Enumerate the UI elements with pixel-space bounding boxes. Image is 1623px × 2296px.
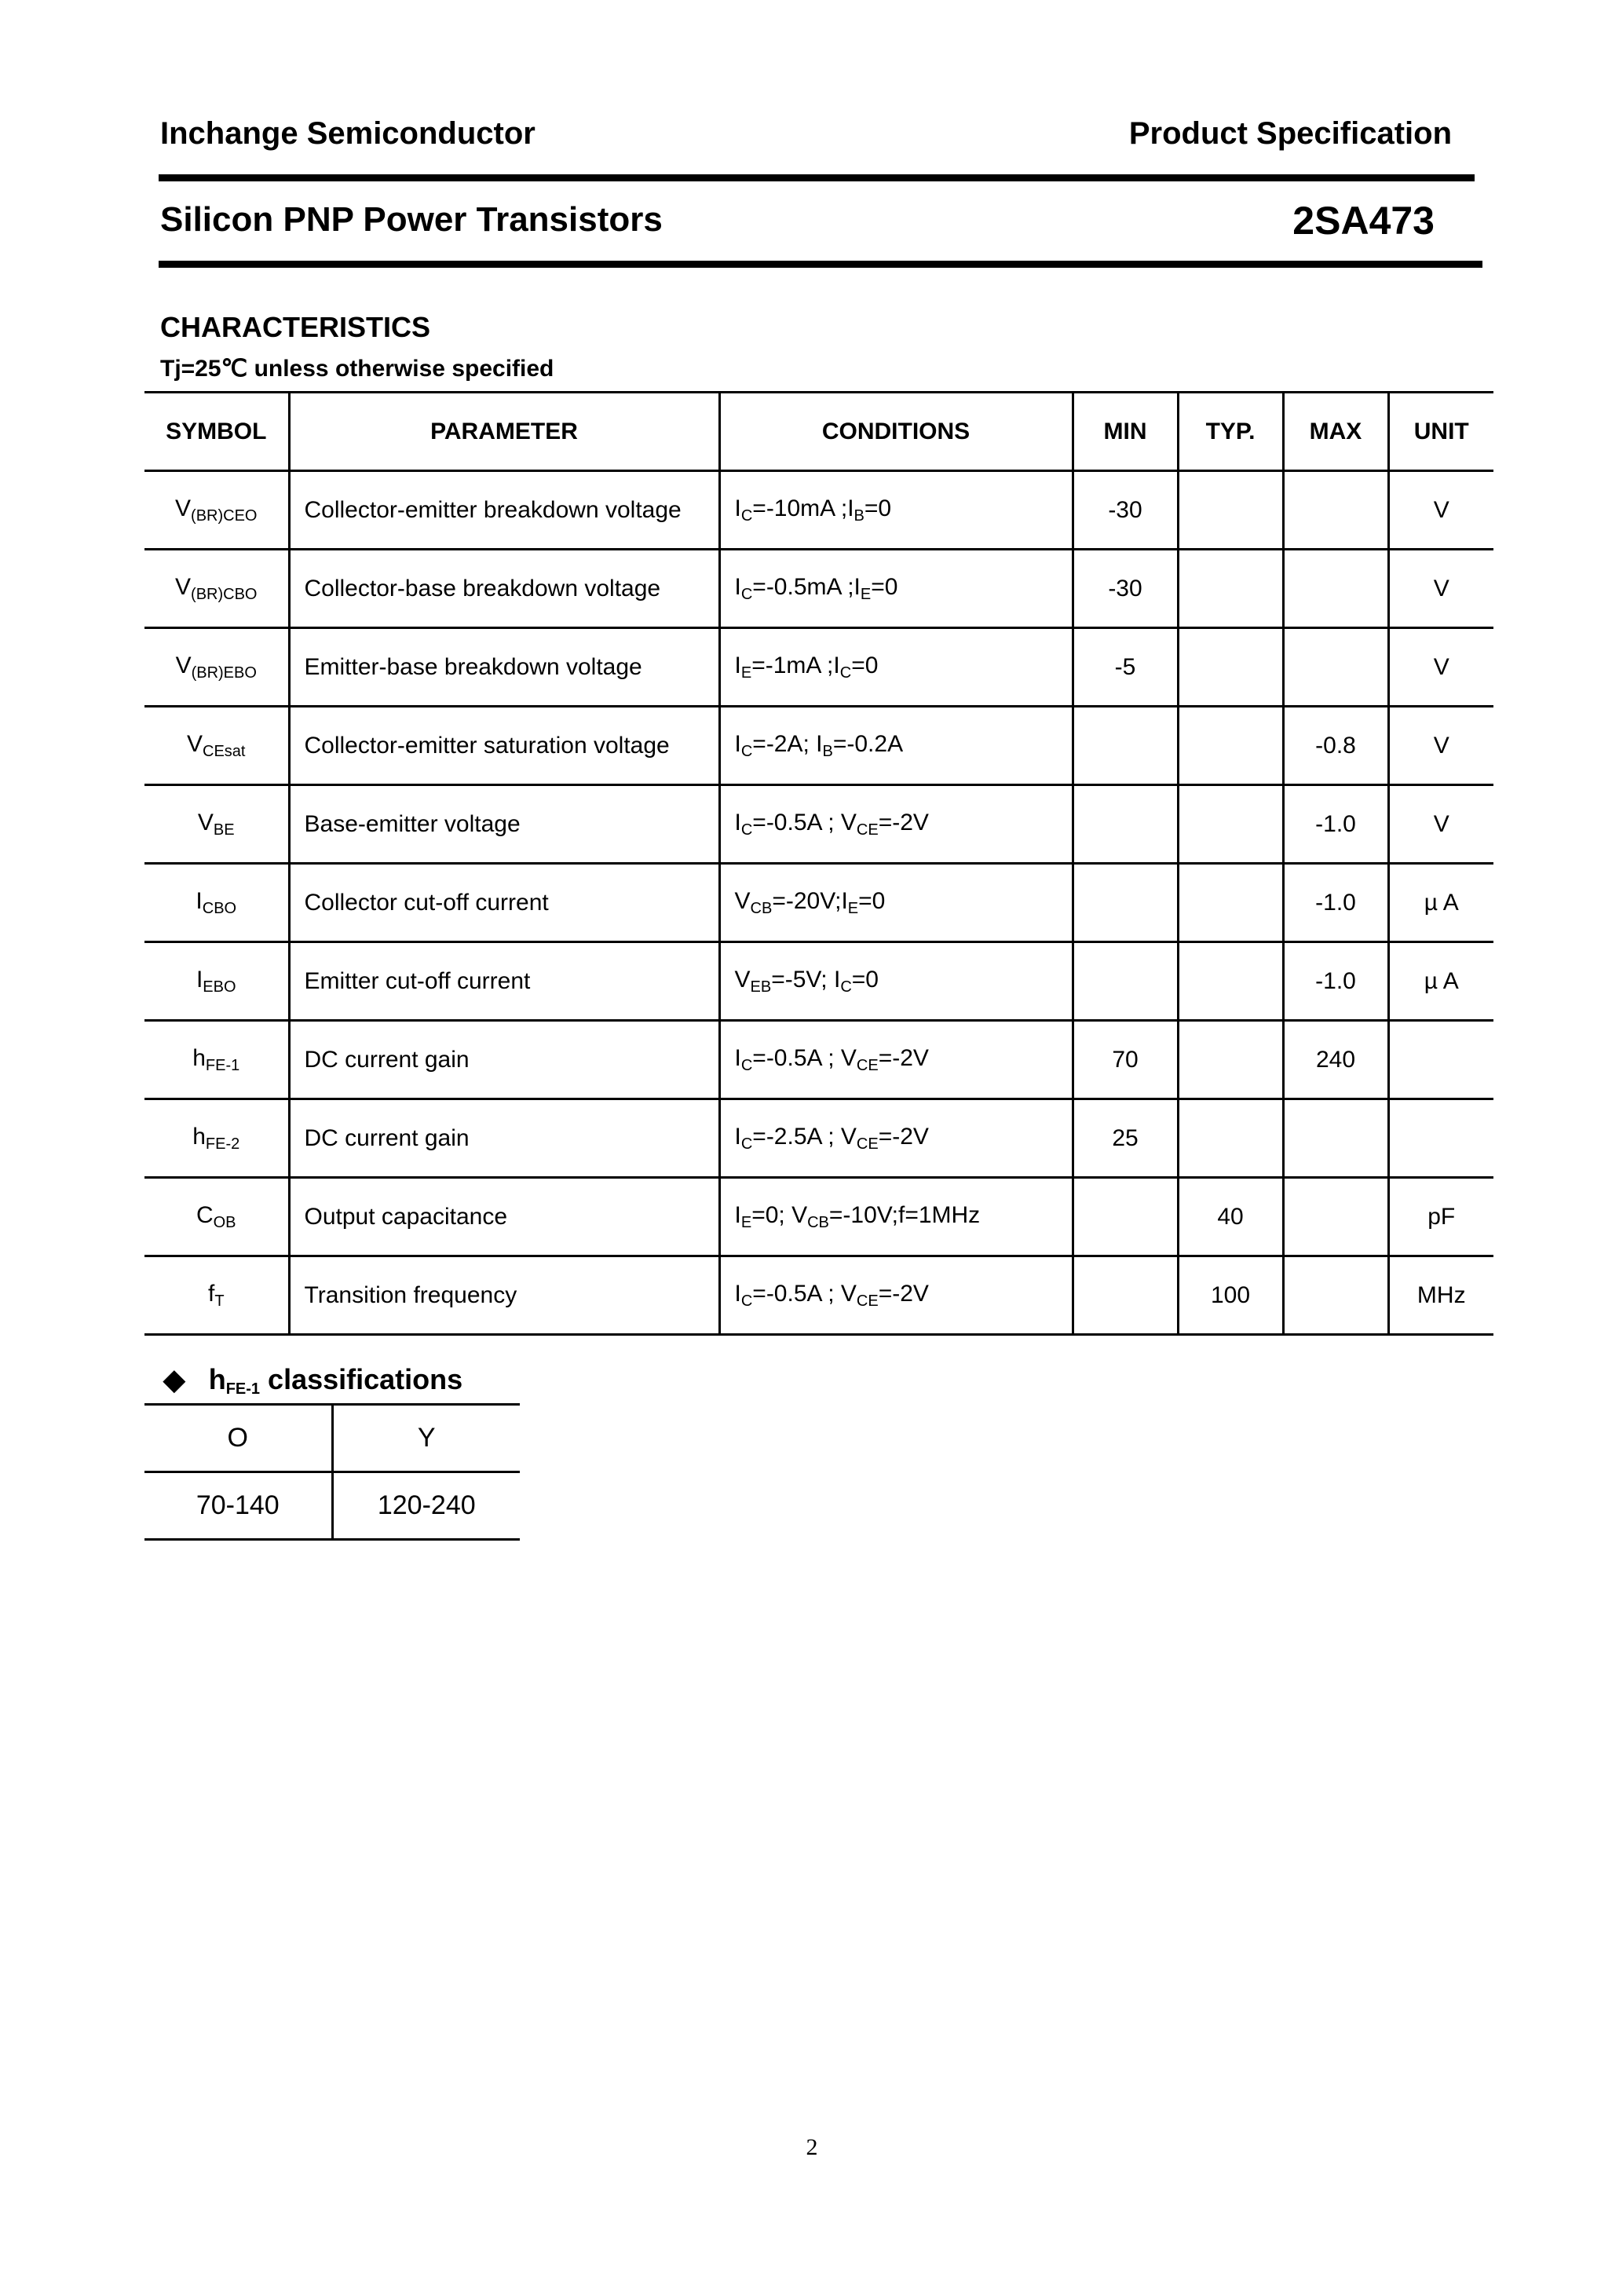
symbol-cell (144, 707, 289, 785)
parameter-cell: Transition frequency (289, 1256, 719, 1335)
max-cell: -1.0 (1283, 785, 1388, 864)
symbol-subscript: (BR)CBO (191, 585, 258, 603)
condition-sub: CE (856, 821, 879, 839)
symbol-subscript: BE (213, 821, 235, 839)
condition-base: I (854, 573, 861, 600)
symbol-cell (144, 471, 289, 550)
condition-base: I (734, 730, 741, 757)
min-cell: -30 (1073, 471, 1178, 550)
symbol-cell (144, 785, 289, 864)
condition-rest: =-0.5A ; (752, 1280, 841, 1307)
conditions-cell (719, 1021, 1073, 1099)
table-row (144, 707, 1493, 785)
condition-sub: C (839, 664, 852, 682)
max-cell: -0.8 (1283, 707, 1388, 785)
condition-base: I (833, 966, 841, 993)
conditions-cell (719, 942, 1073, 1021)
table-row (144, 471, 1493, 550)
typ-cell: 100 (1178, 1256, 1283, 1335)
col-header-min: MIN (1073, 393, 1178, 471)
condition-sub: EB (750, 978, 772, 996)
condition-note: Tj=25℃ unless otherwise specified (160, 356, 554, 382)
symbol-base: V (175, 573, 192, 600)
unit-cell: pF (1388, 1178, 1493, 1256)
parameter-cell: Base-emitter voltage (289, 785, 719, 864)
conditions-cell (719, 785, 1073, 864)
condition-base: V (734, 887, 751, 914)
unit-cell (1388, 1021, 1493, 1099)
condition-rest: =0 (858, 887, 886, 914)
min-cell (1073, 707, 1178, 785)
condition-rest: =0 (871, 573, 898, 600)
conditions-cell (719, 1178, 1073, 1256)
symbol-subscript: FE-1 (205, 1056, 240, 1074)
condition-sub: E (740, 664, 752, 682)
typ-cell (1178, 1021, 1283, 1099)
symbol-cell (144, 1256, 289, 1335)
col-header-typ: TYP. (1178, 393, 1283, 471)
condition-base: I (833, 652, 840, 678)
parameter-cell: Emitter cut-off current (289, 942, 719, 1021)
condition-sub: C (740, 1056, 753, 1074)
parameter-cell: DC current gain (289, 1099, 719, 1178)
conditions-cell (719, 707, 1073, 785)
condition-sub: CB (750, 899, 773, 917)
max-cell (1283, 1178, 1388, 1256)
max-cell (1283, 471, 1388, 550)
header-rule-top (159, 174, 1475, 181)
unit-cell: V (1388, 707, 1493, 785)
symbol-subscript: FE-2 (205, 1135, 240, 1153)
condition-base: I (734, 1044, 741, 1071)
company-name: Inchange Semiconductor (160, 116, 536, 151)
max-cell: 240 (1283, 1021, 1388, 1099)
typ-cell (1178, 707, 1283, 785)
condition-rest: =-2V (878, 1123, 929, 1150)
table-row (144, 864, 1493, 942)
col-header-symbol: SYMBOL (166, 418, 267, 444)
unit-cell: µ A (1388, 942, 1493, 1021)
characteristics-table (144, 391, 1493, 1336)
col-header-parameter: PARAMETER (289, 393, 719, 471)
symbol-cell (144, 1099, 289, 1178)
symbol-base: V (187, 730, 203, 757)
symbol-base: h (192, 1123, 206, 1150)
col-header-max: MAX (1283, 393, 1388, 471)
classifications-table (144, 1403, 520, 1541)
symbol-subscript: EBO (203, 978, 236, 996)
condition-base: V (840, 1280, 857, 1307)
condition-rest: =0 (864, 495, 892, 521)
condition-sub: E (847, 899, 859, 917)
condition-base: I (847, 495, 854, 521)
conditions-cell (719, 1099, 1073, 1178)
symbol-cell (144, 864, 289, 942)
characteristics-title: CHARACTERISTICS (160, 311, 431, 343)
bullet-icon: ◆ (163, 1363, 185, 1395)
table-row (144, 1099, 1493, 1178)
condition-base: V (840, 1044, 857, 1071)
table-row (144, 1021, 1493, 1099)
typ-cell (1178, 628, 1283, 707)
min-cell (1073, 942, 1178, 1021)
condition-rest: =-5V; (771, 966, 834, 993)
condition-sub: E (860, 585, 872, 603)
condition-sub: C (740, 1292, 753, 1310)
table-row (144, 1256, 1493, 1335)
condition-rest: =0 (851, 652, 879, 678)
col-header-unit: UNIT (1388, 393, 1493, 471)
col-header-conditions: CONDITIONS (719, 393, 1073, 471)
condition-rest: =-0.2A (832, 730, 904, 757)
conditions-cell (719, 864, 1073, 942)
page-number: 2 (806, 2134, 818, 2160)
typ-cell (1178, 1099, 1283, 1178)
parameter-cell: Collector-emitter saturation voltage (289, 707, 719, 785)
classifications-value-row (144, 1472, 520, 1540)
condition-base: I (734, 652, 741, 678)
symbol-base: I (196, 966, 203, 993)
condition-base: I (734, 1280, 741, 1307)
symbol-subscript: (BR)EBO (191, 664, 257, 682)
max-cell (1283, 628, 1388, 707)
symbol-base: V (197, 809, 214, 835)
condition-sub: C (840, 978, 852, 996)
min-cell (1073, 864, 1178, 942)
symbol-base: f (207, 1280, 215, 1307)
classifications-title-sub: FE-1 (225, 1380, 261, 1398)
classifications-title-base: h (208, 1363, 226, 1395)
condition-sub: E (740, 1213, 752, 1231)
symbol-cell (144, 1178, 289, 1256)
symbol-base: h (192, 1044, 206, 1071)
condition-rest: =-2V (878, 1044, 929, 1071)
max-cell: -1.0 (1283, 942, 1388, 1021)
condition-base: I (734, 809, 741, 835)
document-type: Product Specification (1128, 116, 1452, 151)
condition-sub: B (822, 742, 833, 760)
symbol-subscript: OB (213, 1213, 236, 1231)
unit-cell (1388, 1099, 1493, 1178)
parameter-cell: DC current gain (289, 1021, 719, 1099)
conditions-cell (719, 1256, 1073, 1335)
typ-cell (1178, 942, 1283, 1021)
symbol-base: V (175, 652, 192, 678)
condition-base: I (734, 495, 741, 521)
typ-cell (1178, 471, 1283, 550)
product-family: Silicon PNP Power Transistors (160, 200, 663, 239)
class-label-o: O (227, 1423, 248, 1453)
class-label-y: Y (332, 1405, 520, 1472)
condition-base: V (840, 809, 857, 835)
condition-sub: CB (807, 1213, 829, 1231)
condition-rest: =-2V (878, 809, 929, 835)
symbol-base: C (196, 1201, 214, 1228)
max-cell (1283, 550, 1388, 628)
condition-rest: =-0.5mA ; (752, 573, 854, 600)
condition-rest: =-20V; (772, 887, 842, 914)
condition-base: I (841, 887, 848, 914)
unit-cell: MHz (1388, 1256, 1493, 1335)
conditions-cell (719, 471, 1073, 550)
condition-sub: B (854, 506, 865, 525)
symbol-base: V (175, 495, 192, 521)
min-cell (1073, 1178, 1178, 1256)
table-header-row (144, 393, 1493, 471)
symbol-cell (144, 1021, 289, 1099)
condition-base: V (791, 1201, 808, 1228)
condition-rest: =0 (851, 966, 879, 993)
condition-sub: C (740, 585, 753, 603)
min-cell: 70 (1073, 1021, 1178, 1099)
min-cell (1073, 1256, 1178, 1335)
condition-rest: =-1mA ; (751, 652, 834, 678)
symbol-base: I (196, 887, 203, 914)
max-cell (1283, 1256, 1388, 1335)
condition-rest: =-2.5A ; (752, 1123, 841, 1150)
symbol-subscript: T (214, 1292, 225, 1310)
parameter-cell: Emitter-base breakdown voltage (289, 628, 719, 707)
symbol-cell (144, 628, 289, 707)
parameter-cell: Collector-emitter breakdown voltage (289, 471, 719, 550)
condition-base: I (734, 1123, 741, 1150)
table-row (144, 942, 1493, 1021)
min-cell: -30 (1073, 550, 1178, 628)
condition-sub: C (740, 742, 753, 760)
condition-sub: C (740, 506, 753, 525)
min-cell: 25 (1073, 1099, 1178, 1178)
table-row (144, 785, 1493, 864)
condition-base: V (840, 1123, 857, 1150)
typ-cell (1178, 864, 1283, 942)
symbol-subscript: CEsat (203, 742, 246, 760)
class-range-y: 120-240 (332, 1472, 520, 1540)
max-cell: -1.0 (1283, 864, 1388, 942)
min-cell (1073, 785, 1178, 864)
class-range-o: 70-140 (196, 1490, 280, 1520)
classifications-header-row (144, 1405, 520, 1472)
conditions-cell (719, 550, 1073, 628)
unit-cell: V (1388, 550, 1493, 628)
classifications-heading (163, 1363, 462, 1398)
symbol-cell (144, 550, 289, 628)
condition-sub: CE (856, 1135, 879, 1153)
condition-sub: CE (856, 1292, 879, 1310)
min-cell: -5 (1073, 628, 1178, 707)
condition-rest: =-0.5A ; (752, 809, 841, 835)
table-row (144, 628, 1493, 707)
condition-rest: =0; (751, 1201, 792, 1228)
condition-rest: =-2A; (752, 730, 817, 757)
unit-cell: V (1388, 628, 1493, 707)
symbol-cell (144, 942, 289, 1021)
unit-cell: V (1388, 785, 1493, 864)
unit-cell: µ A (1388, 864, 1493, 942)
symbol-subscript: (BR)CEO (191, 506, 258, 525)
table-row (144, 1178, 1493, 1256)
condition-base: I (734, 1201, 741, 1228)
parameter-cell: Collector-base breakdown voltage (289, 550, 719, 628)
condition-rest: =-0.5A ; (752, 1044, 841, 1071)
condition-rest: =-10V;f=1MHz (828, 1201, 981, 1228)
parameter-cell: Collector cut-off current (289, 864, 719, 942)
header-rule-bottom (159, 261, 1482, 268)
classifications-title-rest: classifications (260, 1363, 463, 1395)
max-cell (1283, 1099, 1388, 1178)
typ-cell (1178, 785, 1283, 864)
typ-cell (1178, 550, 1283, 628)
condition-sub: C (740, 1135, 753, 1153)
symbol-subscript: CBO (202, 899, 237, 917)
condition-base: I (816, 730, 823, 757)
condition-rest: =-2V (878, 1280, 929, 1307)
table-row (144, 550, 1493, 628)
condition-base: I (734, 573, 741, 600)
condition-sub: C (740, 821, 753, 839)
condition-base: V (734, 966, 751, 993)
condition-sub: CE (856, 1056, 879, 1074)
conditions-cell (719, 628, 1073, 707)
typ-cell: 40 (1178, 1178, 1283, 1256)
part-number: 2SA473 (1292, 199, 1435, 243)
condition-rest: =-10mA ; (752, 495, 848, 521)
parameter-cell: Output capacitance (289, 1178, 719, 1256)
unit-cell: V (1388, 471, 1493, 550)
